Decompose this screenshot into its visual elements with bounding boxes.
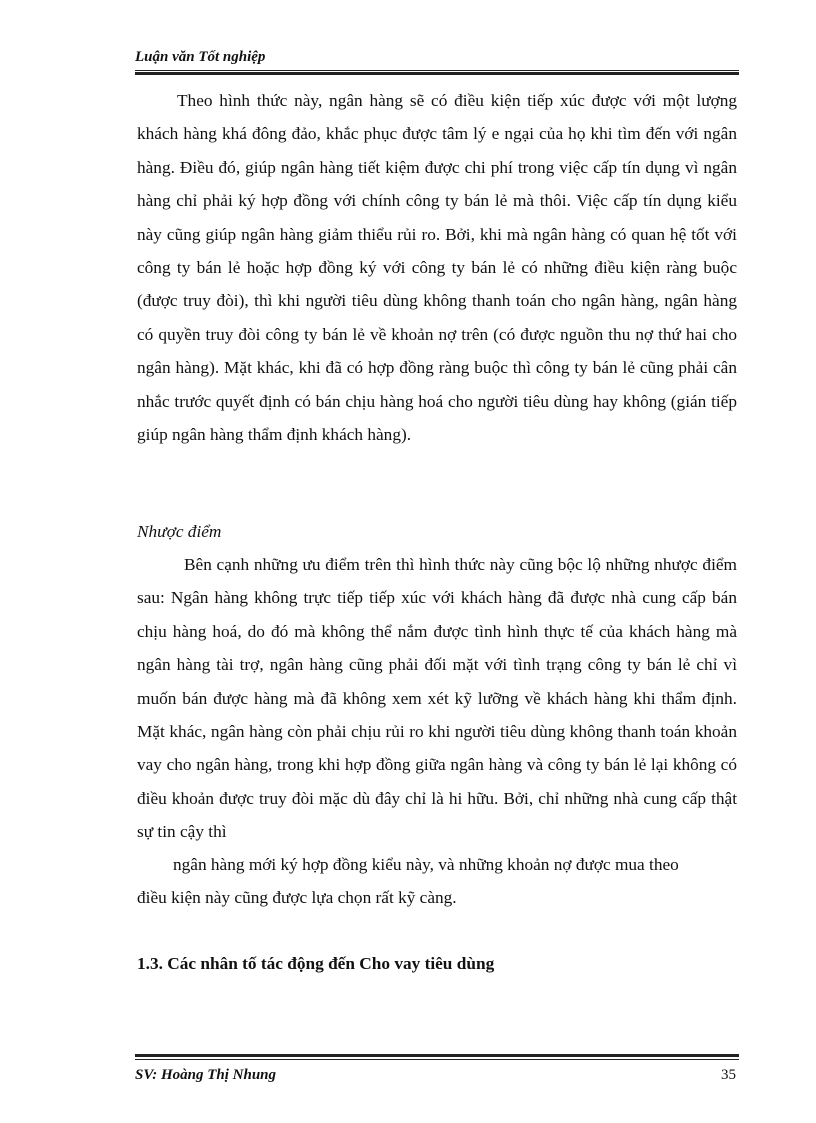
footer-rule-thick xyxy=(135,1054,739,1057)
footer-rule-thin xyxy=(135,1059,739,1060)
paragraph-2: Bên cạnh những ưu điểm trên thì hình thức này cũng bộc lộ những nhược điểm sau: Ngân hàng không trực tiếp tiếp xúc với khách hàng đã được nhà cung cấp bán chịu hàng hoá, do đó mà không thể nắm được tình hình thực tế của khách hàng mà ngân hàng tài trợ, ngân hàng cũng phải đối mặt với tình trạng công ty bán lẻ chỉ vì muốn bán được hàng mà đã không xem xét kỹ lưỡng về khách hàng khi thẩm định. Mặt khác, ngân hàng còn phải chịu rủi ro khi người tiêu dùng không thanh toán khoản vay cho ngân hàng, trong khi hợp đồng giữa ngân hàng và công ty bán lẻ lại không có điều khoản được truy đòi mặc dù đây chỉ là hi hữu. Bởi, chỉ những nhà cung cấp thật sự tin cậy thì xyxy=(137,555,737,842)
footer-student-name: SV: Hoàng Thị Nhung xyxy=(135,1067,277,1083)
header-rule-thin xyxy=(135,70,739,71)
paragraph-2-continuation xyxy=(137,848,737,915)
header-rule-thick xyxy=(135,72,739,75)
paragraph-2-line: ngân hàng mới ký hợp đồng kiểu này, và những khoản nợ được mua theo xyxy=(173,855,679,874)
paragraph-1: Theo hình thức này, ngân hàng sẽ có điều kiện tiếp xúc được với một lượng khách hàng khá đông đảo, khắc phục được tâm lý e ngại của họ khi tìm đến với ngân hàng. Điều đó, giúp ngân hàng tiết kiệm được chi phí trong việc cấp tín dụng vì ngân hàng chỉ phải ký hợp đồng với chính công ty bán lẻ mà thôi. Việc cấp tín dụng kiểu này cũng giúp ngân hàng giảm thiểu rủi ro. Bởi, khi mà ngân hàng có quan hệ tốt với công ty bán lẻ hoặc hợp đồng ký với công ty bán lẻ có những điều kiện ràng buộc (được truy đòi), thì khi người tiêu dùng không thanh toán cho ngân hàng, ngân hàng có quyền truy đòi công ty bán lẻ về khoản nợ trên (có được nguồn thu nợ thứ hai cho ngân hàng). Mặt khác, khi đã có hợp đồng ràng buộc thì công ty bán lẻ cũng phải cân nhắc trước quyết định có bán chịu hàng hoá cho người tiêu dùng hay không (gián tiếp giúp ngân hàng thẩm định khách hàng). xyxy=(137,91,737,445)
section-heading: 1.3. Các nhân tố tác động đến Cho vay tiêu dùng xyxy=(137,954,495,973)
subheading-nhuoc-diem: Nhược điểm xyxy=(137,522,222,541)
header-title: Luận văn Tốt nghiệp xyxy=(135,49,266,65)
paragraph-2-line: điều kiện này cũng được lựa chọn rất kỹ càng. xyxy=(137,888,457,908)
page-number: 35 xyxy=(721,1067,736,1083)
